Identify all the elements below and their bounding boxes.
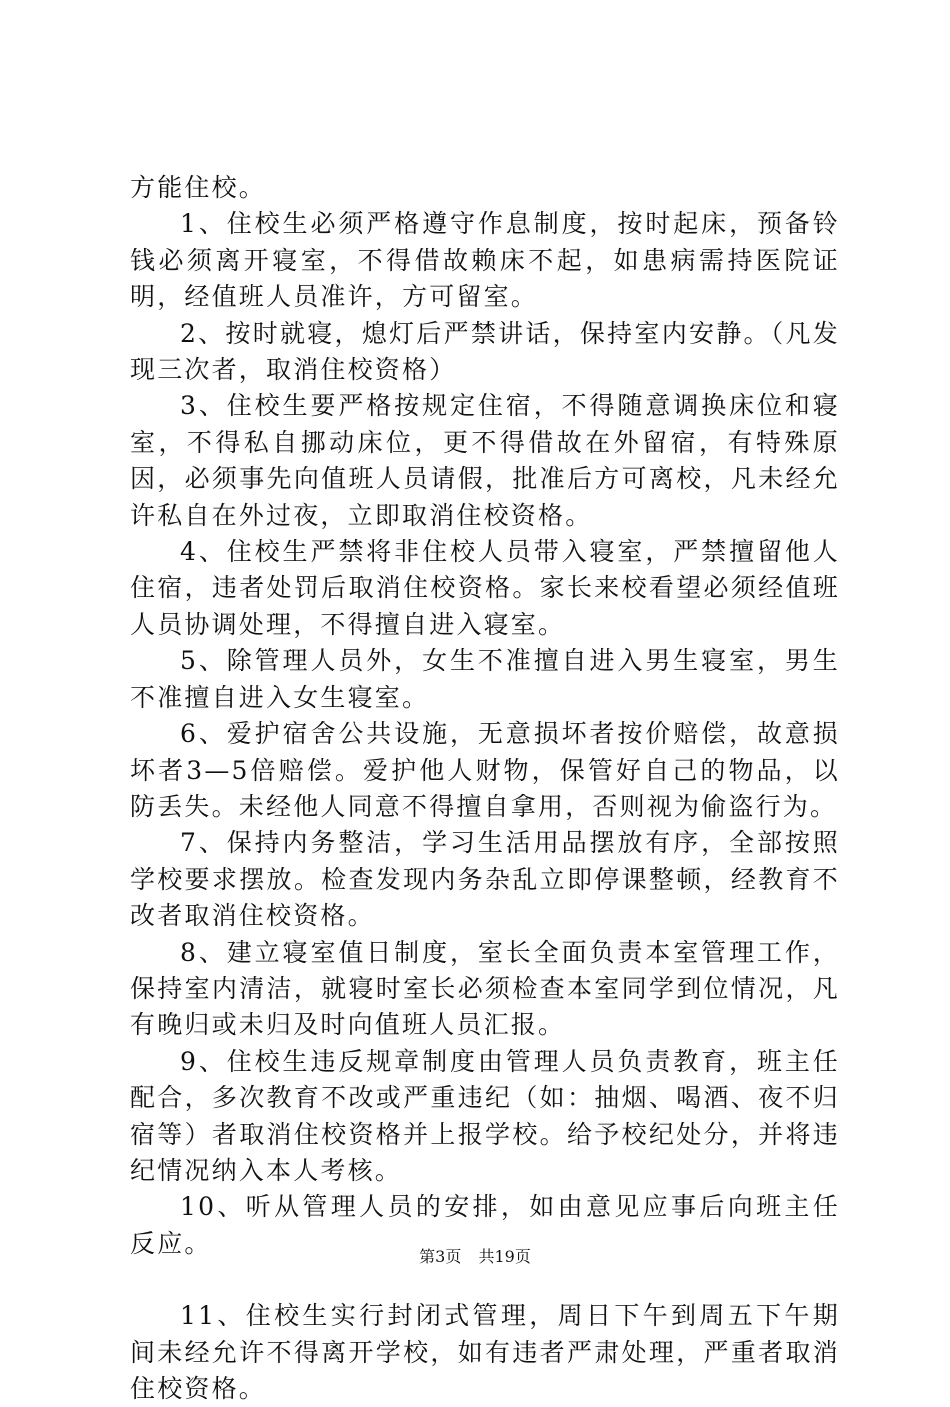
rule-7: 7、保持内务整洁，学习生活用品摆放有序，全部按照学校要求摆放。检查发现内务杂乱立即停课整顿，经教育不改者取消住校资格。 <box>130 828 840 931</box>
rule-8: 8、建立寝室值日制度，室长全面负责本室管理工作，保持室内清洁，就寝时室长必须检查本室同学到位情况，凡有晚归或未归及时向值班人员汇报。 <box>130 937 840 1040</box>
rule-9: 9、住校生违反规章制度由管理人员负责教育，班主任配合，多次教育不改或严重违纪（如：抽烟、喝酒、夜不归宿等）者取消住校资格并上报学校。给予校纪处分，并将违纪情况纳入本人考核。 <box>130 1046 840 1185</box>
rule-2: 2、按时就寝，熄灯后严禁讲话，保持室内安静。（凡发现三次者，取消住校资格） <box>130 318 840 385</box>
rule-5: 5、除管理人员外，女生不准擅自进入男生寝室，男生不准擅自进入女生寝室。 <box>130 646 840 712</box>
rule-1: 1、住校生必须严格遵守作息制度，按时起床，预备铃钱必须离开寝室，不得借故赖床不起，如患病需持医院证明，经值班人员准许，方可留室。 <box>130 209 840 312</box>
page-number: 第3页 <box>419 1247 462 1266</box>
paragraph-spacer <box>130 1262 840 1298</box>
page-footer <box>0 1244 950 1267</box>
rule-11: 11、住校生实行封闭式管理，周日下午到周五下午期间未经允许不得离开学校，如有违者严肃处理，严重者取消住校资格。 <box>130 1301 840 1403</box>
rule-3: 3、住校生要严格按规定住宿，不得随意调换床位和寝室，不得私自挪动床位，更不得借故在外留宿，有特殊原因，必须事先向值班人员请假，批准后方可离校，凡未经允许私自在外过夜，立即取消住校资格。 <box>130 391 840 530</box>
document-body <box>130 170 840 1407</box>
rule-4: 4、住校生严禁将非住校人员带入寝室，严禁擅留他人住宿，违者处罚后取消住校资格。家长来校看望必须经值班人员协调处理，不得擅自进入寝室。 <box>130 537 840 639</box>
rule-6: 6、爱护宿舍公共设施，无意损坏者按价赔偿，故意损坏者3—5倍赔偿。爱护他人财物，保管好自己的物品，以防丢失。未经他人同意不得擅自拿用，否则视为偷盗行为。 <box>130 719 840 821</box>
paragraph-continuation: 方能住校。 <box>130 173 267 202</box>
page-total: 共19页 <box>478 1247 531 1266</box>
rule-10: 10、听从管理人员的安排，如由意见应事后向班主任反应。 <box>130 1192 840 1258</box>
